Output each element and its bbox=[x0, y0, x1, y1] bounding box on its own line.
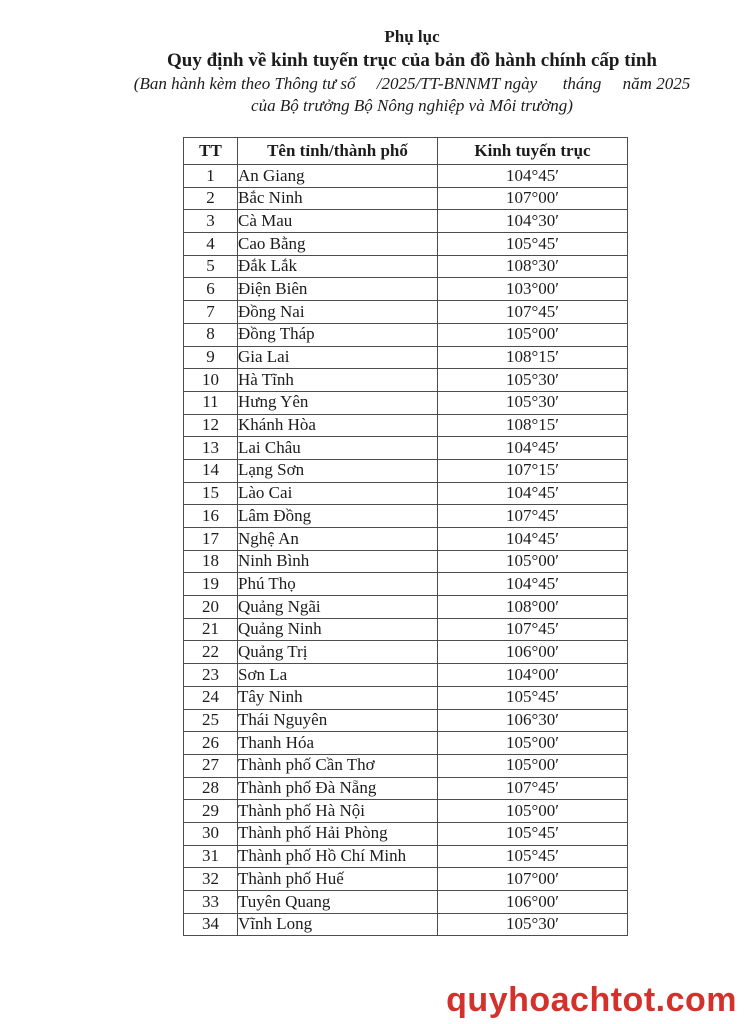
cell-tt: 5 bbox=[184, 255, 238, 278]
cell-meridian: 105°00′ bbox=[438, 800, 628, 823]
cell-province-name: Tây Ninh bbox=[238, 686, 438, 709]
cell-meridian: 107°00′ bbox=[438, 868, 628, 891]
cell-province-name: Hưng Yên bbox=[238, 391, 438, 414]
cell-province-name: Lào Cai bbox=[238, 482, 438, 505]
table-row bbox=[184, 709, 628, 732]
cell-tt: 33 bbox=[184, 891, 238, 914]
table-row bbox=[184, 323, 628, 346]
cell-province-name: Quảng Trị bbox=[238, 641, 438, 664]
cell-tt: 10 bbox=[184, 369, 238, 392]
cell-tt: 3 bbox=[184, 210, 238, 233]
cell-meridian: 107°45′ bbox=[438, 618, 628, 641]
cell-province-name: Đồng Nai bbox=[238, 301, 438, 324]
cell-meridian: 105°45′ bbox=[438, 233, 628, 256]
cell-tt: 17 bbox=[184, 528, 238, 551]
cell-province-name: Thành phố Hải Phòng bbox=[238, 822, 438, 845]
cell-province-name: Thành phố Cần Thơ bbox=[238, 754, 438, 777]
table-row bbox=[184, 845, 628, 868]
cell-tt: 30 bbox=[184, 822, 238, 845]
cell-meridian: 105°30′ bbox=[438, 913, 628, 936]
table-row bbox=[184, 255, 628, 278]
cell-meridian: 105°00′ bbox=[438, 550, 628, 573]
cell-meridian: 104°45′ bbox=[438, 165, 628, 188]
table-row bbox=[184, 528, 628, 551]
table-row bbox=[184, 777, 628, 800]
cell-tt: 7 bbox=[184, 301, 238, 324]
cell-tt: 9 bbox=[184, 346, 238, 369]
cell-tt: 24 bbox=[184, 686, 238, 709]
cell-tt: 18 bbox=[184, 550, 238, 573]
table-row bbox=[184, 301, 628, 324]
table-row bbox=[184, 482, 628, 505]
cell-province-name: Gia Lai bbox=[238, 346, 438, 369]
cell-tt: 28 bbox=[184, 777, 238, 800]
cell-tt: 20 bbox=[184, 596, 238, 619]
cell-province-name: Hà Tĩnh bbox=[238, 369, 438, 392]
cell-meridian: 107°45′ bbox=[438, 301, 628, 324]
cell-province-name: Lâm Đồng bbox=[238, 505, 438, 528]
document-title: Quy định về kinh tuyến trục của bản đồ hành chính cấp tỉnh bbox=[167, 50, 657, 71]
cell-tt: 29 bbox=[184, 800, 238, 823]
issuance-line-1: (Ban hành kèm theo Thông tư số /2025/TT-BNNMT ngày tháng năm 2025 bbox=[133, 74, 691, 93]
cell-meridian: 106°00′ bbox=[438, 891, 628, 914]
cell-province-name: Thành phố Hồ Chí Minh bbox=[238, 845, 438, 868]
cell-meridian: 107°45′ bbox=[438, 777, 628, 800]
cell-province-name: Lạng Sơn bbox=[238, 459, 438, 482]
cell-province-name: An Giang bbox=[238, 165, 438, 188]
table-row bbox=[184, 732, 628, 755]
cell-province-name: Lai Châu bbox=[238, 437, 438, 460]
table-row bbox=[184, 913, 628, 936]
table-row bbox=[184, 391, 628, 414]
document-header bbox=[92, 0, 732, 117]
cell-province-name: Tuyên Quang bbox=[238, 891, 438, 914]
table-row bbox=[184, 505, 628, 528]
table-row bbox=[184, 664, 628, 687]
cell-tt: 11 bbox=[184, 391, 238, 414]
table-row bbox=[184, 618, 628, 641]
cell-province-name: Nghệ An bbox=[238, 528, 438, 551]
table-row bbox=[184, 686, 628, 709]
table-row bbox=[184, 550, 628, 573]
table-row bbox=[184, 459, 628, 482]
table-row bbox=[184, 233, 628, 256]
table-row bbox=[184, 437, 628, 460]
table-header-row bbox=[184, 138, 628, 165]
cell-meridian: 104°45′ bbox=[438, 437, 628, 460]
column-header-meridian: Kinh tuyến trục bbox=[438, 138, 628, 165]
cell-meridian: 105°45′ bbox=[438, 845, 628, 868]
table-row bbox=[184, 414, 628, 437]
appendix-label: Phụ lục bbox=[384, 27, 440, 46]
cell-province-name: Ninh Bình bbox=[238, 550, 438, 573]
cell-tt: 13 bbox=[184, 437, 238, 460]
cell-meridian: 104°45′ bbox=[438, 573, 628, 596]
table-body bbox=[184, 165, 628, 936]
cell-province-name: Bắc Ninh bbox=[238, 187, 438, 210]
cell-meridian: 105°00′ bbox=[438, 732, 628, 755]
cell-meridian: 105°45′ bbox=[438, 822, 628, 845]
watermark-site-name: quyhoachtot.com bbox=[446, 981, 737, 1019]
table-row bbox=[184, 187, 628, 210]
cell-province-name: Phú Thọ bbox=[238, 573, 438, 596]
cell-tt: 32 bbox=[184, 868, 238, 891]
cell-province-name: Khánh Hòa bbox=[238, 414, 438, 437]
cell-tt: 34 bbox=[184, 913, 238, 936]
cell-province-name: Đồng Tháp bbox=[238, 323, 438, 346]
cell-province-name: Vĩnh Long bbox=[238, 913, 438, 936]
cell-province-name: Thành phố Đà Nẵng bbox=[238, 777, 438, 800]
cell-province-name: Cà Mau bbox=[238, 210, 438, 233]
cell-meridian: 108°15′ bbox=[438, 414, 628, 437]
cell-meridian: 104°45′ bbox=[438, 528, 628, 551]
table-row bbox=[184, 573, 628, 596]
cell-tt: 12 bbox=[184, 414, 238, 437]
cell-meridian: 105°45′ bbox=[438, 686, 628, 709]
cell-tt: 16 bbox=[184, 505, 238, 528]
cell-tt: 4 bbox=[184, 233, 238, 256]
cell-meridian: 107°00′ bbox=[438, 187, 628, 210]
cell-province-name: Thành phố Huế bbox=[238, 868, 438, 891]
meridian-table bbox=[183, 137, 628, 936]
cell-tt: 21 bbox=[184, 618, 238, 641]
cell-meridian: 105°00′ bbox=[438, 323, 628, 346]
cell-tt: 14 bbox=[184, 459, 238, 482]
cell-meridian: 108°00′ bbox=[438, 596, 628, 619]
cell-meridian: 105°00′ bbox=[438, 754, 628, 777]
table-row bbox=[184, 210, 628, 233]
table-row bbox=[184, 278, 628, 301]
cell-tt: 8 bbox=[184, 323, 238, 346]
cell-meridian: 104°30′ bbox=[438, 210, 628, 233]
cell-province-name: Quảng Ngãi bbox=[238, 596, 438, 619]
cell-tt: 26 bbox=[184, 732, 238, 755]
table-row bbox=[184, 800, 628, 823]
cell-tt: 15 bbox=[184, 482, 238, 505]
cell-meridian: 106°30′ bbox=[438, 709, 628, 732]
table-row bbox=[184, 165, 628, 188]
cell-province-name: Quảng Ninh bbox=[238, 618, 438, 641]
cell-meridian: 105°30′ bbox=[438, 391, 628, 414]
cell-meridian: 107°45′ bbox=[438, 505, 628, 528]
cell-meridian: 105°30′ bbox=[438, 369, 628, 392]
cell-meridian: 108°30′ bbox=[438, 255, 628, 278]
table-row bbox=[184, 891, 628, 914]
issuance-line-2: của Bộ trưởng Bộ Nông nghiệp và Môi trường) bbox=[251, 96, 573, 115]
column-header-province: Tên tỉnh/thành phố bbox=[238, 138, 438, 165]
table-row bbox=[184, 346, 628, 369]
cell-province-name: Thanh Hóa bbox=[238, 732, 438, 755]
cell-meridian: 104°45′ bbox=[438, 482, 628, 505]
table-row bbox=[184, 822, 628, 845]
cell-tt: 6 bbox=[184, 278, 238, 301]
cell-province-name: Đắk Lắk bbox=[238, 255, 438, 278]
table-row bbox=[184, 754, 628, 777]
cell-province-name: Điện Biên bbox=[238, 278, 438, 301]
cell-province-name: Sơn La bbox=[238, 664, 438, 687]
table-row bbox=[184, 596, 628, 619]
column-header-tt: TT bbox=[184, 138, 238, 165]
cell-tt: 2 bbox=[184, 187, 238, 210]
cell-tt: 25 bbox=[184, 709, 238, 732]
table-row bbox=[184, 868, 628, 891]
cell-tt: 27 bbox=[184, 754, 238, 777]
cell-meridian: 103°00′ bbox=[438, 278, 628, 301]
cell-meridian: 104°00′ bbox=[438, 664, 628, 687]
cell-tt: 19 bbox=[184, 573, 238, 596]
cell-tt: 22 bbox=[184, 641, 238, 664]
cell-meridian: 108°15′ bbox=[438, 346, 628, 369]
cell-tt: 23 bbox=[184, 664, 238, 687]
cell-province-name: Thái Nguyên bbox=[238, 709, 438, 732]
table-row bbox=[184, 641, 628, 664]
table-row bbox=[184, 369, 628, 392]
cell-province-name: Thành phố Hà Nội bbox=[238, 800, 438, 823]
cell-meridian: 107°15′ bbox=[438, 459, 628, 482]
cell-tt: 31 bbox=[184, 845, 238, 868]
cell-tt: 1 bbox=[184, 165, 238, 188]
cell-province-name: Cao Bằng bbox=[238, 233, 438, 256]
cell-meridian: 106°00′ bbox=[438, 641, 628, 664]
